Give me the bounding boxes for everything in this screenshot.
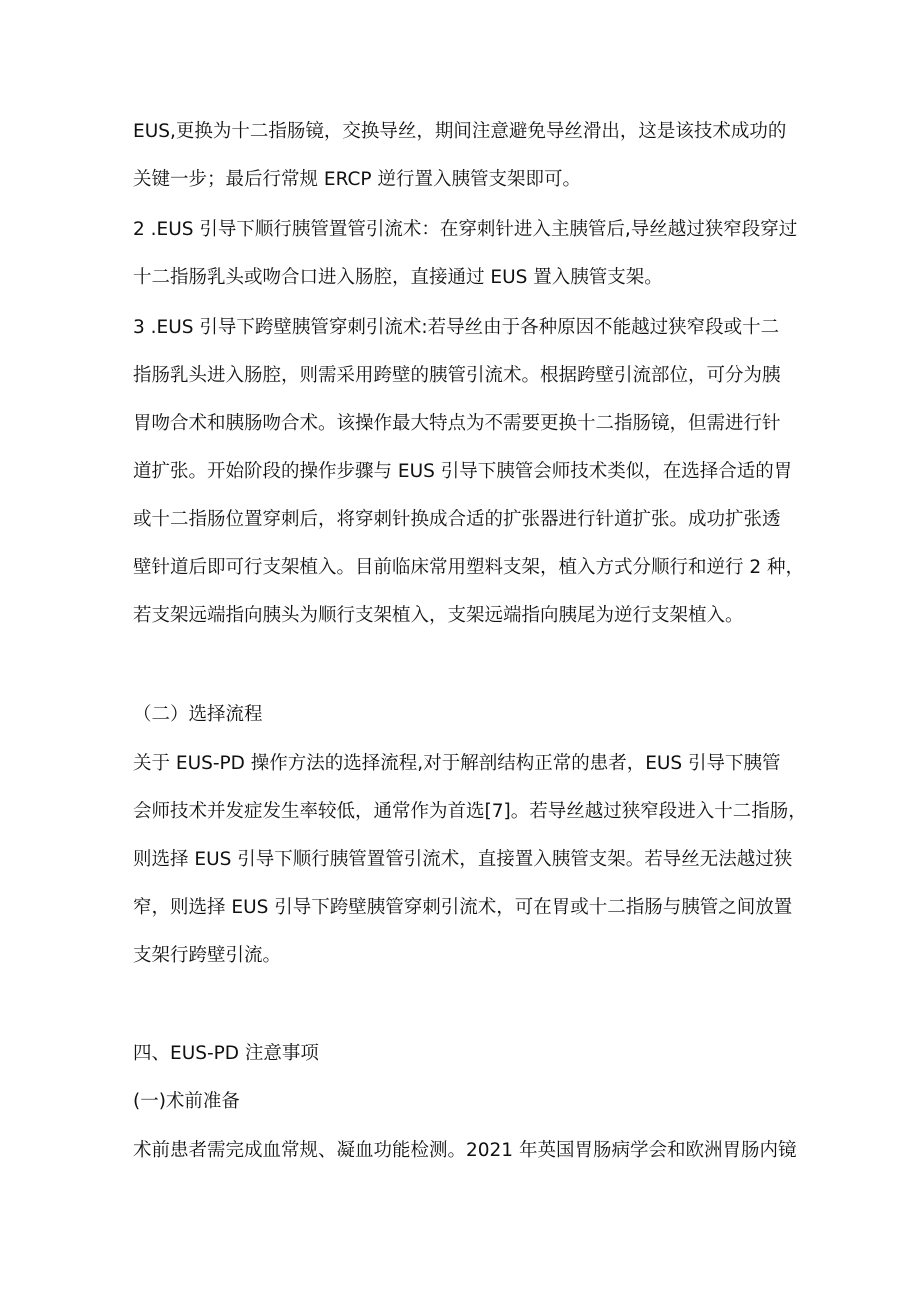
text-line: 术前患者需完成血常规、凝血功能检测。2021 年英国胃肠病学会和欧洲胃肠内镜 <box>133 1140 797 1161</box>
paragraph-antegrade-drainage <box>133 206 808 302</box>
text-line: 关于 EUS-PD 操作方法的选择流程,对于解剖结构正常的患者，EUS 引导下胰管 <box>133 753 781 774</box>
paragraph-preoperative <box>133 1127 808 1175</box>
text-line: 则选择 EUS 引导下顺行胰管置管引流术，直接置入胰管支架。若导丝无法越过狭 <box>133 849 793 870</box>
section-heading-precautions: 四、EUS-PD 注意事项 <box>133 1043 319 1064</box>
text-line: 道扩张。开始阶段的操作步骤与 EUS 引导下胰管会师技术类似，在选择合适的胃 <box>133 461 793 482</box>
text-line: 指肠乳头进入肠腔，则需采用跨壁的胰管引流术。根据跨壁引流部位，可分为胰 <box>133 365 781 386</box>
text-line: EUS,更换为十二指肠镜，交换导丝，期间注意避免导丝滑出，这是该技术成功的 <box>133 121 787 142</box>
paragraph-selection-process <box>133 740 808 980</box>
paragraph-transmural-drainage <box>133 304 808 640</box>
text-line: 十二指肠乳头或吻合口进入肠腔，直接通过 EUS 置入胰管支架。 <box>133 267 663 288</box>
text-line: 支架行跨壁引流。 <box>133 945 282 966</box>
text-line: 胃吻合术和胰肠吻合术。该操作最大特点为不需要更换十二指肠镜，但需进行针 <box>133 413 781 434</box>
text-line: 3 .EUS 引导下跨壁胰管穿刺引流术:若导丝由于各种原因不能越过狭窄段或十二 <box>133 317 780 338</box>
text-line: 壁针道后即可行支架植入。目前临床常用塑料支架，植入方式分顺行和逆行 2 种， <box>133 557 805 578</box>
section-heading-selection-process: （二）选择流程 <box>133 704 263 725</box>
text-line: 或十二指肠位置穿刺后，将穿刺针换成合适的扩张器进行针道扩张。成功扩张透 <box>133 509 781 530</box>
text-line: 窄，则选择 EUS 引导下跨壁胰管穿刺引流术，可在胃或十二指肠与胰管之间放置 <box>133 897 793 918</box>
subsection-heading-preoperative: (一)术前准备 <box>133 1091 240 1112</box>
paragraph-eus-rendezvous-end <box>133 108 808 204</box>
text-line: 2 .EUS 引导下顺行胰管置管引流术：在穿刺针进入主胰管后,导丝越过狭窄段穿过 <box>133 219 798 240</box>
text-line: 若支架远端指向胰头为顺行支架植入，支架远端指向胰尾为逆行支架植入。 <box>133 605 744 626</box>
text-line: 会师技术并发症发生率较低，通常作为首选[7]。若导丝越过狭窄段进入十二指肠， <box>133 801 807 822</box>
text-line: 关键一步；最后行常规 ERCP 逆行置入胰管支架即可。 <box>133 169 581 190</box>
